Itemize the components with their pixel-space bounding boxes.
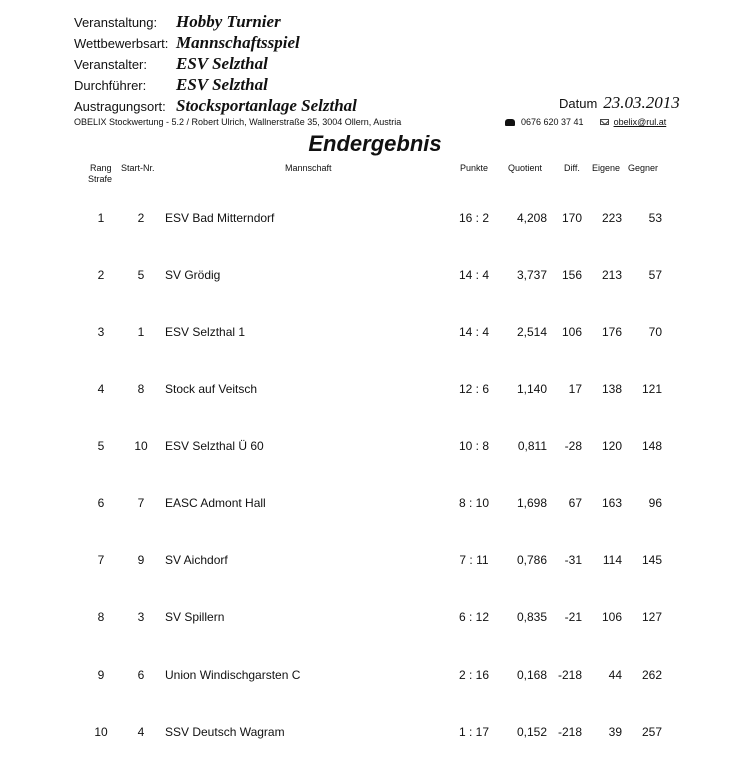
cell-team: Union Windischgarsten C: [165, 668, 301, 682]
cell-diff: 156: [561, 268, 582, 282]
cell-punkte: 7 : 11: [459, 553, 489, 567]
header-value: Hobby Turnier: [176, 12, 281, 31]
cell-rang: 4: [97, 382, 105, 396]
cell-punkte: 6 : 12: [458, 610, 490, 624]
cell-rang: 5: [97, 439, 105, 453]
cell-diff: -21: [564, 610, 582, 624]
header-label: Durchführer:: [74, 78, 147, 93]
col-header-quotient: Quotient: [508, 163, 543, 173]
cell-gegner: 127: [641, 610, 662, 624]
col-header-eigene: Eigene: [592, 163, 621, 173]
col-header-diff: Diff.: [564, 163, 580, 173]
phone-number: 0676 620 37 41: [521, 117, 584, 127]
cell-diff: -31: [564, 553, 582, 567]
cell-eigene: 213: [601, 268, 622, 282]
cell-rang: 3: [97, 325, 105, 339]
cell-quotient: 1,140: [516, 382, 547, 396]
cell-punkte: 2 : 16: [458, 668, 490, 682]
cell-gegner: 57: [648, 268, 662, 282]
cell-rang: 1: [97, 211, 105, 225]
cell-rang: 6: [97, 496, 105, 510]
cell-team: SV Aichdorf: [165, 553, 228, 567]
cell-eigene: 163: [601, 496, 622, 510]
title-text: Endergebnis: [308, 131, 442, 156]
cell-diff: -28: [564, 439, 582, 453]
cell-diff: -218: [557, 725, 582, 739]
col-header-punkte: Punkte: [460, 163, 489, 173]
header-value: Stocksportanlage Selzthal: [176, 96, 357, 115]
cell-punkte: 1 : 17: [458, 725, 490, 739]
cell-gegner: 148: [641, 439, 662, 453]
table-row: [0, 325, 750, 345]
cell-punkte: 10 : 8: [458, 439, 490, 453]
table-row: [0, 496, 750, 516]
table-row: [0, 268, 750, 288]
header-label: Veranstaltung:: [74, 15, 158, 30]
cell-quotient: 4,208: [516, 211, 547, 225]
cell-team: SSV Deutsch Wagram: [165, 725, 285, 739]
cell-start: 3: [137, 610, 145, 624]
cell-diff: 170: [561, 211, 582, 225]
cell-diff: 67: [568, 496, 582, 510]
header-row-veranstalter: [74, 54, 268, 76]
cell-quotient: 0,152: [516, 725, 547, 739]
date-value: 23.03.2013: [603, 93, 680, 112]
cell-gegner: 262: [641, 668, 662, 682]
cell-gegner: 96: [648, 496, 662, 510]
header-value: ESV Selzthal: [176, 75, 268, 94]
cell-diff: 17: [568, 382, 582, 396]
header-value: ESV Selzthal: [176, 54, 268, 73]
date-block: [559, 93, 680, 113]
cell-gegner: 70: [648, 325, 662, 339]
contact-line: [505, 117, 666, 127]
table-row: [0, 439, 750, 459]
cell-eigene: 44: [608, 668, 622, 682]
table-row: [0, 382, 750, 402]
cell-rang: 9: [97, 668, 105, 682]
cell-team: ESV Bad Mitterndorf: [165, 211, 275, 225]
cell-gegner: 121: [641, 382, 662, 396]
telephone-icon: [505, 119, 515, 126]
cell-start: 1: [137, 325, 145, 339]
cell-rang: 8: [97, 610, 105, 624]
header-label: Veranstalter:: [74, 57, 147, 72]
cell-rang: 10: [94, 725, 108, 739]
cell-quotient: 0,786: [516, 553, 547, 567]
table-row: [0, 553, 750, 573]
envelope-icon: [600, 119, 609, 125]
cell-diff: -218: [557, 668, 582, 682]
cell-team: EASC Admont Hall: [165, 496, 266, 510]
cell-start: 4: [137, 725, 145, 739]
cell-quotient: 0,811: [517, 439, 547, 453]
cell-start: 9: [137, 553, 145, 567]
cell-start: 10: [134, 439, 148, 453]
cell-start: 2: [137, 211, 145, 225]
cell-eigene: 114: [602, 553, 622, 567]
cell-gegner: 257: [641, 725, 662, 739]
header-value: Mannschaftsspiel: [176, 33, 300, 52]
page-title: [0, 131, 750, 157]
table-row: [0, 668, 750, 688]
cell-diff: 106: [561, 325, 582, 339]
cell-eigene: 120: [601, 439, 622, 453]
cell-rang: 7: [97, 553, 105, 567]
header-row-wettbewerbsart: [74, 33, 300, 55]
cell-team: SV Spillern: [165, 610, 225, 624]
table-row: [0, 725, 750, 745]
cell-gegner: 53: [648, 211, 662, 225]
cell-start: 7: [137, 496, 145, 510]
cell-team: SV Grödig: [165, 268, 221, 282]
table-row: [0, 211, 750, 231]
cell-quotient: 0,168: [516, 668, 547, 682]
cell-quotient: 0,835: [516, 610, 547, 624]
cell-punkte: 16 : 2: [458, 211, 490, 225]
col-header-start: Start-Nr.: [121, 163, 155, 173]
header-row-austragungsort: [74, 96, 357, 118]
cell-gegner: 145: [641, 553, 662, 567]
col-header-team: Mannschaft: [285, 163, 332, 173]
cell-start: 6: [137, 668, 145, 682]
cell-eigene: 138: [601, 382, 622, 396]
cell-quotient: 1,698: [516, 496, 547, 510]
header-label: Wettbewerbsart:: [74, 36, 169, 51]
header-row-durchfuehrer: [74, 75, 268, 97]
software-credit-line: OBELIX Stockwertung - 5.2 / Robert Ulrich, Wallnerstraße 35, 3004 Ollern, Austria: [74, 117, 402, 127]
cell-team: Stock auf Veitsch: [165, 382, 258, 396]
cell-start: 8: [137, 382, 145, 396]
table-row: [0, 610, 750, 630]
header-row-veranstaltung: [74, 12, 281, 34]
cell-punkte: 14 : 4: [458, 268, 490, 282]
cell-rang: 2: [97, 268, 105, 282]
header-label: Austragungsort:: [74, 99, 166, 114]
date-label: Datum: [559, 96, 598, 111]
cell-quotient: 2,514: [516, 325, 547, 339]
cell-eigene: 106: [601, 610, 622, 624]
cell-punkte: 8 : 10: [458, 496, 490, 510]
col-header-strafe: Strafe: [88, 174, 113, 184]
cell-punkte: 12 : 6: [458, 382, 490, 396]
cell-punkte: 14 : 4: [458, 325, 490, 339]
cell-start: 5: [137, 268, 145, 282]
email-link[interactable]: obelix@rul.at: [613, 117, 667, 127]
cell-eigene: 223: [601, 211, 622, 225]
col-header-rang: Rang: [90, 163, 112, 173]
cell-eigene: 39: [608, 725, 622, 739]
cell-team: ESV Selzthal 1: [165, 325, 246, 339]
cell-quotient: 3,737: [516, 268, 547, 282]
cell-eigene: 176: [601, 325, 622, 339]
col-header-gegner: Gegner: [628, 163, 659, 173]
cell-team: ESV Selzthal Ü 60: [165, 439, 264, 453]
